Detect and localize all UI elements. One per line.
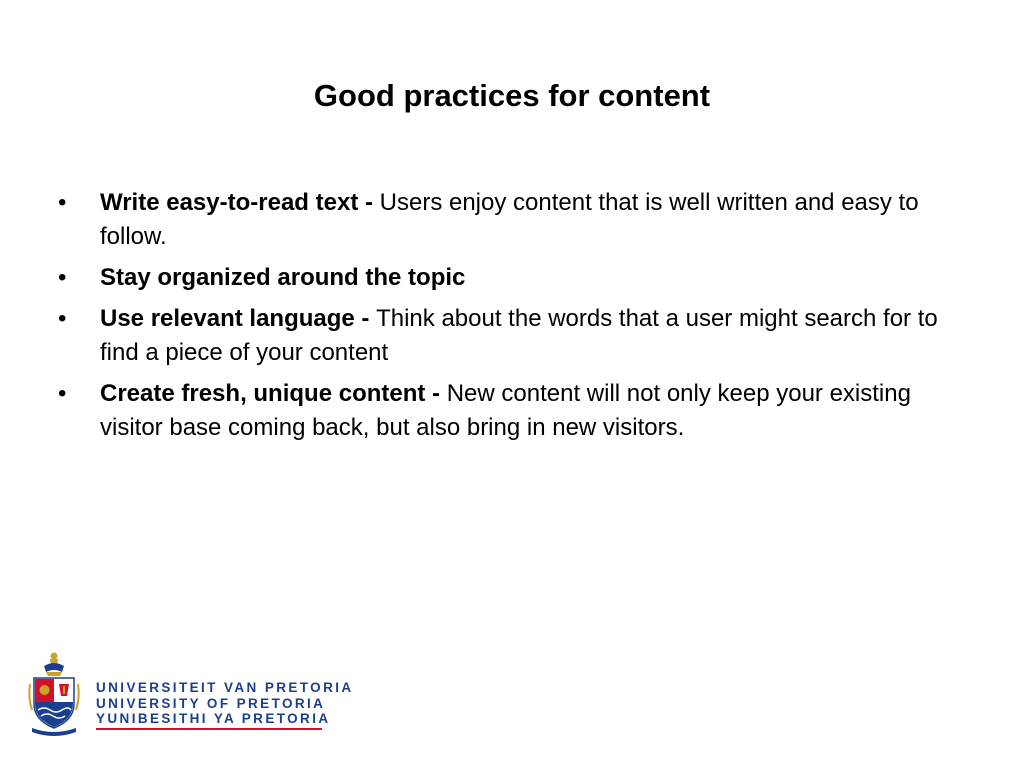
university-crest-icon	[26, 650, 82, 736]
bullet-item-easy-to-read	[58, 186, 978, 254]
university-logo	[26, 650, 354, 736]
slide-title: Good practices for content	[313, 78, 711, 113]
bullet-dot-icon: •	[58, 380, 67, 407]
bullet-text: Users enjoy content that is well written and easy to follow.	[100, 189, 919, 250]
university-name-english: UNIVERSITY OF PRETORIA	[96, 695, 326, 711]
bullet-heading: Stay organized around the topic	[100, 264, 466, 291]
bullet-heading: Create fresh, unique content -	[100, 380, 447, 407]
bullet-heading: Use relevant language -	[100, 305, 377, 332]
bullet-dot-icon: •	[58, 305, 67, 332]
bullet-item-fresh-content	[58, 377, 978, 445]
bullet-item-stay-organized	[58, 261, 978, 295]
university-name-afrikaans: UNIVERSITEIT VAN PRETORIA	[96, 680, 354, 695]
bullet-dot-icon: •	[58, 264, 67, 291]
university-name-block	[96, 680, 354, 727]
bullet-text: New content will not only keep your existing visitor base coming back, but also bring in new visitors.	[100, 380, 911, 441]
bullet-text: Think about the words that a user might search for to find a piece of your content	[100, 305, 938, 366]
university-name-sepedi: YUNIBESITHI YA PRETORIA	[96, 711, 331, 726]
bullet-list	[58, 186, 978, 452]
logo-divider	[96, 728, 322, 730]
bullet-heading: Write easy-to-read text -	[100, 189, 380, 216]
bullet-item-relevant-language	[58, 302, 978, 370]
bullet-dot-icon: •	[58, 189, 67, 216]
